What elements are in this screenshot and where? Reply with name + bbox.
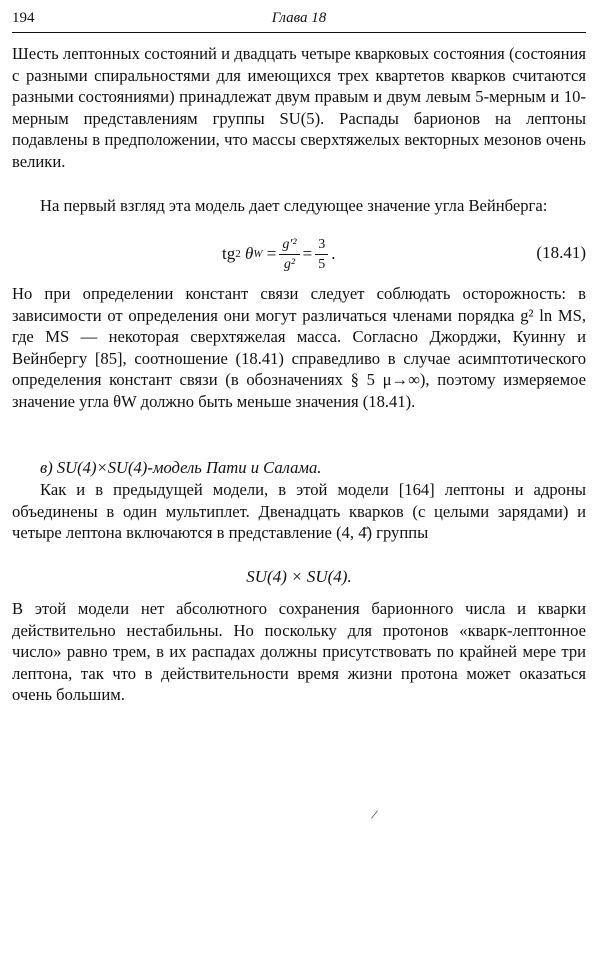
equation-su4xsu4: SU(4) × SU(4). (246, 567, 352, 586)
header-rule (12, 32, 586, 33)
paragraph-1 (12, 43, 586, 173)
equation-18-41 (12, 230, 586, 278)
page-header (12, 8, 586, 30)
fraction-g (279, 236, 299, 273)
eq-sub-w: W (253, 248, 263, 260)
eq-equals-2: = (302, 244, 313, 263)
paragraph-2-text: На первый взгляд эта модель дает следующее значение угла Вейнберга: (40, 196, 548, 215)
paragraph-5-text: Как и в предыдущей модели, в этой модели [164] лептоны и адроны объединены в один мультиплет. Двенадцать кварков (с целыми зарядами) и четыре лептона включаются в представление (4, 4̄) группы (12, 480, 586, 543)
paragraph-1-text: Шесть лептонных состояний и двадцать четыре кварковых состояния (состояния с разными спиральностями для имеющихся трех квартетов кварков считаются разными состояниями) принадлежат двум правым и двум левым 5-мерным и 10-мерным представлениям группы SU(5). Распады барионов на лептоны подавлены в предположении, что массы сверхтяжелых векторных мезонов очень велики. (12, 44, 586, 171)
section-heading (12, 457, 586, 479)
fraction-5-denominator: 5 (318, 256, 326, 272)
fraction-3-numerator: 3 (315, 236, 328, 255)
equation-formula (222, 230, 335, 278)
eq-power: 2 (235, 248, 241, 260)
paragraph-3 (12, 283, 586, 413)
paragraph-5 (12, 479, 586, 544)
eq-equals-1: = (266, 244, 277, 263)
eq-period: . (331, 244, 336, 263)
section-heading-text: в) SU(4)×SU(4)-модель Пати и Салама. (40, 458, 322, 477)
page-number: 194 (12, 10, 35, 26)
equation-number: (18.41) (536, 243, 586, 262)
fraction-g-denominator: g² (283, 256, 296, 272)
paragraph-3-text: Но при определении констант связи следует соблюдать осторожность: в зависимости от определения они могут различаться членами порядка g² ln MS, где MS — некоторая сверхтяжелая масса. Согласно Джорджи, Куинну и Вейнбергу [85], соотношение (18.41) справедливо в случае асимптотического определения констант связи (в обозначениях § 5 μ→∞), поэтому измеряемое значение угла θW должно быть меньше значения (18.41). (12, 284, 586, 411)
chapter-title: Глава 18 (271, 10, 327, 26)
paragraph-6-text: В этой модели нет абсолютного сохранения барионного числа и кварки действительно нестабильны. Но поскольку для протонов «кварк-лептонное число» равно трем, в их распадах должны присутствовать по крайней мере три лептона, так что в действительности время жизни протона может оказаться очень большим. (12, 599, 586, 705)
stray-mark: / (369, 807, 379, 824)
fraction-g-numerator: g′² (279, 236, 299, 255)
paragraph-2 (12, 195, 586, 217)
eq-func: tg (222, 244, 236, 263)
paragraph-6 (12, 598, 586, 706)
fraction-three-fifths (315, 236, 328, 273)
eq-theta: θ (244, 244, 254, 263)
